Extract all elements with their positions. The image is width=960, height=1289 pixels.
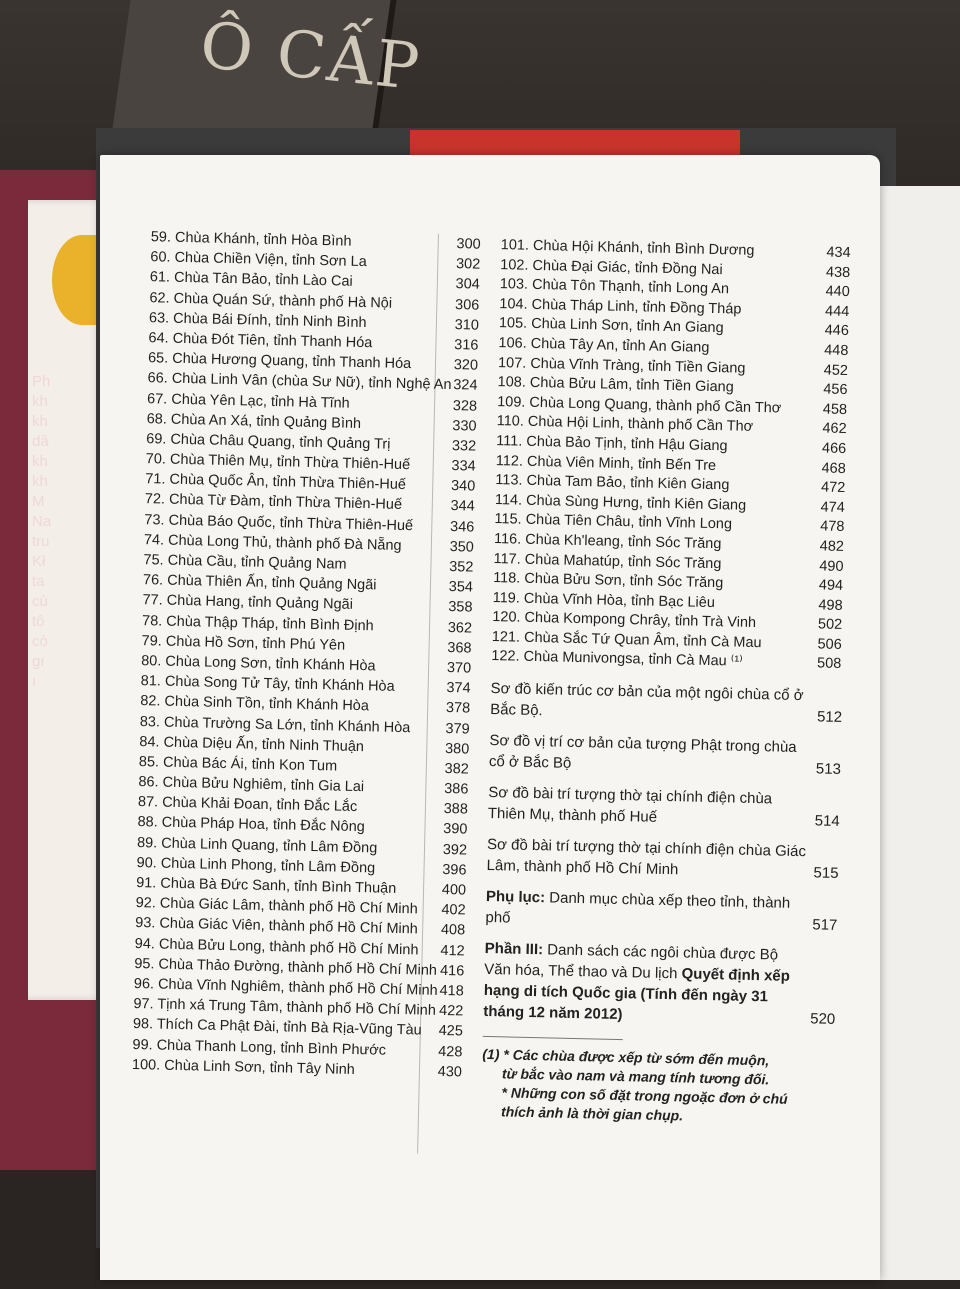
diagram-entry-page: 512: [816, 708, 843, 727]
toc-entry-title: 85. Chùa Bác Ái, tỉnh Kon Tum: [138, 753, 338, 775]
toc-entry-page: 354: [448, 579, 474, 596]
toc-entry-title: 77. Chùa Hang, tỉnh Quảng Ngãi: [142, 592, 354, 614]
toc-entry-page: 374: [446, 680, 471, 697]
toc-entry-title: 101. Chùa Hội Khánh, tỉnh Bình Dương: [500, 237, 755, 259]
toc-entry-page: 452: [823, 362, 849, 379]
footnote-line: từ bắc vào nam và mang tính tương đối.: [501, 1065, 770, 1088]
toc-entry-page: 408: [440, 922, 466, 939]
toc-entry-title: 93. Chùa Giác Viên, thành phố Hồ Chí Minh: [135, 915, 419, 938]
toc-entry-title: 117. Chùa Mahatúp, tỉnh Sóc Trăng: [493, 550, 722, 572]
toc-entry-title: 75. Chùa Cầu, tỉnh Quảng Nam: [143, 552, 347, 573]
toc-entry-title: 100. Chùa Linh Sơn, tỉnh Tây Ninh: [131, 1056, 356, 1078]
diagram-entry-page: 514: [814, 812, 840, 831]
toc-entry-title: 107. Chùa Vĩnh Tràng, tỉnh Tiền Giang: [497, 354, 746, 377]
toc-entry-title: 92. Chùa Giác Lâm, thành phố Hồ Chí Minh: [135, 895, 418, 918]
toc-entry-page: 490: [819, 557, 844, 575]
toc-entry-page: 468: [821, 459, 846, 477]
toc-entry-title: 121. Chùa Sắc Tứ Quan Âm, tỉnh Cà Mau: [491, 628, 762, 652]
toc-entry-title: 86. Chùa Bửu Nghiêm, tỉnh Gia Lai: [138, 774, 365, 796]
toc-entry-title: 59. Chùa Khánh, tỉnh Hòa Bình: [150, 229, 352, 250]
toc-entry-title: 66. Chùa Linh Vân (chùa Sư Nữ), tỉnh Nghệ An: [147, 370, 452, 394]
toc-entry-page: 320: [453, 357, 479, 374]
toc-entry-page: 392: [442, 841, 468, 859]
toc-entry-title: 62. Chùa Quán Sứ, thành phố Hà Nội: [149, 289, 393, 312]
toc-entry-page: 358: [448, 599, 473, 616]
toc-entry-page: 388: [443, 801, 469, 818]
toc-entry-title: 95. Chùa Thảo Đường, thành phố Hồ Chí Minh: [134, 955, 438, 979]
diagram-entry: [488, 782, 849, 832]
part3-page: 520: [810, 1010, 836, 1028]
toc-entry-page: 418: [439, 982, 464, 1000]
toc-entry-title: 91. Chùa Bà Đức Sanh, tỉnh Bình Thuận: [135, 875, 397, 897]
toc-entry-title: 94. Chùa Bửu Long, thành phố Hồ Chí Minh: [134, 935, 419, 958]
toc-entry-page: 310: [454, 316, 480, 334]
toc-right-list: [491, 237, 861, 676]
toc-entry-page: 428: [438, 1043, 463, 1060]
toc-entry-title: 88. Chùa Pháp Hoa, tỉnh Đắc Nông: [137, 814, 365, 836]
red-book-text-fragment: gı: [32, 653, 45, 670]
toc-entry-title: 73. Chùa Báo Quốc, tỉnh Thừa Thiên-Huế: [144, 511, 414, 534]
toc-entry-title: 71. Chùa Quốc Ân, tỉnh Thừa Thiên-Huế: [145, 471, 407, 494]
appendix-text: Danh mục chùa xếp theo tỉnh, thành phố: [485, 889, 791, 927]
toc-entry-title: 97. Tịnh xá Trung Tâm, thành phố Hồ Chí Minh: [133, 996, 437, 1019]
toc-entry-page: 508: [816, 655, 842, 673]
toc-entry-title: 116. Chùa Kh'leang, tỉnh Sóc Trăng: [493, 530, 722, 553]
toc-entry-title: 103. Chùa Tôn Thạnh, tỉnh Long An: [499, 276, 730, 298]
red-book-text-fragment: ta: [32, 573, 45, 590]
diagram-entry-page: 515: [813, 864, 839, 883]
toc-entry-page: 344: [450, 498, 475, 516]
red-book-text-fragment: Kł: [32, 553, 46, 570]
red-book-text-fragment: tô: [32, 613, 45, 630]
toc-entry-page: 316: [454, 337, 479, 354]
red-book-text-fragment: M: [32, 493, 45, 510]
red-book-text-fragment: Ph: [32, 373, 51, 390]
footnote-rule: [483, 1036, 623, 1040]
toc-entry-title: 84. Chùa Diệu Ấn, tỉnh Ninh Thuận: [139, 733, 365, 755]
toc-entry-page: 324: [453, 377, 478, 394]
toc-right-column: [481, 237, 861, 1129]
toc-entry-title: 89. Chùa Linh Quang, tỉnh Lâm Đồng: [136, 834, 378, 857]
toc-entry-title: 74. Chùa Long Thủ, thành phố Đà Nẵng: [143, 531, 402, 554]
toc-entry-title: 96. Chùa Vĩnh Nghiêm, thành phố Hồ Chí Minh: [133, 975, 438, 999]
toc-entry-title: 111. Chùa Bảo Tịnh, tỉnh Hậu Giang: [496, 433, 728, 455]
toc-entry-title: 64. Chùa Đót Tiên, tỉnh Thanh Hóa: [148, 330, 373, 352]
red-book-text-fragment: kh: [32, 453, 48, 470]
toc-entry-page: 368: [447, 639, 472, 657]
diagram-entry: [490, 678, 851, 728]
toc-entry-title: 60. Chùa Chiền Viện, tỉnh Sơn La: [150, 249, 367, 271]
toc-entry-page: 352: [449, 559, 474, 576]
toc-entry-page: 502: [817, 616, 843, 634]
toc-entry-title: 118. Chùa Bửu Sơn, tỉnh Sóc Trăng: [492, 570, 724, 592]
red-book-text-fragment: kh: [32, 413, 48, 430]
red-book-text: [32, 372, 51, 692]
toc-entry-title: 99. Chùa Thanh Long, tỉnh Bình Phước: [132, 1036, 387, 1059]
toc-entry-title: 113. Chùa Tam Bảo, tỉnh Kiên Giang: [495, 472, 730, 494]
toc-entry-page: 304: [455, 276, 480, 294]
toc-entry-title: 106. Chùa Tây An, tỉnh An Giang: [498, 335, 710, 356]
toc-entry-page: 386: [443, 781, 469, 798]
toc-entry-title: 109. Chùa Long Quang, thành phố Cần Thơ: [496, 393, 782, 417]
book-spine-title: Ô CẤP: [196, 8, 425, 106]
toc-entry-page: 440: [825, 283, 850, 301]
red-book-text-fragment: ı: [32, 673, 37, 690]
red-book-text-fragment: kh: [32, 473, 48, 490]
toc-entry-page: 346: [449, 518, 475, 536]
toc-entry-title: 122. Chùa Munivongsa, tỉnh Cà Mau ⁽¹⁾: [491, 648, 743, 671]
toc-left-column: [132, 229, 491, 1084]
appendix-label: Phụ lục:: [485, 888, 546, 907]
toc-entry-title: 102. Chùa Đại Giác, tỉnh Đồng Nai: [500, 256, 723, 278]
toc-entry-title: 80. Chùa Long Sơn, tỉnh Khánh Hòa: [141, 653, 376, 675]
toc-entry-title: 63. Chùa Bái Đính, tỉnh Ninh Bình: [148, 309, 367, 331]
toc-entry-page: 396: [442, 861, 467, 879]
toc-entry-title: 108. Chùa Bửu Lâm, tỉnh Tiền Giang: [497, 374, 734, 396]
diagram-entry-title: Sơ đồ vị trí cơ bản của tượng Phật trong chùa cổ ở Bắc Bộ: [488, 732, 797, 772]
toc-entry-page: 472: [820, 479, 846, 497]
toc-entry-page: 402: [441, 902, 466, 919]
diagram-entry: [486, 834, 847, 884]
toc-content: [87, 146, 892, 1288]
toc-entry-page: 425: [438, 1023, 464, 1040]
red-book-text-fragment: kh: [32, 393, 48, 410]
diagram-entry-title: Sơ đồ kiến trúc cơ bản của một ngôi chùa cổ ở Bắc Bộ.: [489, 680, 804, 720]
toc-entry-title: 78. Chùa Thập Tháp, tỉnh Bình Định: [141, 612, 374, 634]
toc-entry-page: 382: [444, 760, 469, 778]
toc-entry-title: 61. Chùa Tân Bảo, tỉnh Lào Cai: [149, 269, 353, 291]
toc-entry-title: 81. Chùa Song Tử Tây, tỉnh Khánh Hòa: [140, 673, 395, 695]
toc-entry-page: 422: [438, 1003, 464, 1020]
red-book-text-fragment: dầ: [32, 433, 49, 450]
toc-entry-title: 67. Chùa Yên Lạc, tỉnh Hà Tĩnh: [146, 390, 350, 412]
toc-entry-page: 494: [818, 577, 844, 595]
toc-entry-page: 330: [452, 417, 477, 435]
toc-entry-page: 332: [451, 437, 477, 455]
toc-entry-title: 79. Chùa Hồ Sơn, tỉnh Phú Yên: [141, 632, 346, 654]
toc-entry-title: 119. Chùa Vĩnh Hòa, tỉnh Bạc Liêu: [492, 589, 716, 611]
toc-entry-page: 334: [451, 458, 476, 475]
toc-entry-title: 65. Chùa Hương Quang, tỉnh Thanh Hóa: [147, 350, 412, 373]
toc-entry-page: 474: [820, 499, 846, 516]
footnote-line: (1) * Các chùa được xếp từ sớm đến muộn,: [482, 1045, 770, 1069]
diagram-list: [486, 678, 850, 884]
part3-label: Phần III:: [484, 940, 544, 959]
toc-entry-page: 446: [824, 322, 850, 340]
footnote-line: * Những con số đặt trong ngoặc đơn ở chú: [501, 1084, 788, 1107]
toc-entry-page: 506: [817, 636, 842, 653]
diagram-entry-title: Sơ đồ bài trí tượng thờ tại chính điện chùa Thiên Mụ, thành phố Huế: [487, 784, 773, 826]
toc-entry-title: 115. Chùa Tiên Châu, tỉnh Vĩnh Long: [494, 511, 733, 533]
toc-entry-page: 458: [822, 401, 848, 418]
appendix-page: 517: [812, 916, 838, 934]
toc-entry-page: 340: [450, 478, 476, 495]
toc-entry-page: 400: [441, 881, 467, 899]
toc-entry-title: 82. Chùa Sinh Tồn, tỉnh Khánh Hòa: [140, 693, 370, 715]
toc-entry-title: 69. Chùa Châu Quang, tỉnh Quảng Trị: [146, 431, 391, 453]
toc-entry-page: 444: [824, 303, 850, 320]
toc-entry-page: 302: [455, 256, 481, 273]
toc-entry-page: 390: [443, 821, 468, 838]
toc-entry-page: 378: [445, 700, 471, 717]
toc-entry-title: 112. Chùa Viên Minh, tỉnh Bến Tre: [495, 452, 717, 474]
toc-entry-page: 328: [452, 397, 478, 415]
red-book-text-fragment: Na: [32, 513, 52, 530]
toc-entry-page: 379: [445, 720, 470, 738]
toc-entry-page: 438: [825, 264, 851, 281]
toc-entry-title: 90. Chùa Linh Phong, tỉnh Lâm Đồng: [136, 854, 376, 877]
part3-text: Danh sách các ngôi chùa được Bộ Văn hóa, Thể thao và Du lịch: [484, 941, 779, 983]
appendix-entry: [485, 886, 846, 936]
toc-entry-page: 430: [437, 1063, 463, 1081]
toc-entry-title: 83. Chùa Trường Sa Lớn, tỉnh Khánh Hòa: [139, 713, 411, 736]
toc-entry-title: 120. Chùa Kompong Chrây, tỉnh Trà Vinh: [492, 609, 757, 632]
toc-entry-page: 462: [822, 420, 847, 438]
diagram-entry: [489, 730, 850, 780]
toc-entry-title: 70. Chùa Thiên Mụ, tỉnh Thừa Thiên-Huế: [145, 451, 411, 474]
red-book-text-fragment: tru: [32, 533, 50, 550]
toc-entry-page: 370: [446, 659, 472, 677]
diagram-entry-title: Sơ đồ bài trí tượng thờ tại chính điện chùa Giác Lâm, thành phố Hồ Chí Minh: [486, 836, 807, 879]
toc-entry-page: 300: [456, 236, 481, 253]
toc-entry-title: 68. Chùa An Xá, tỉnh Quảng Bình: [146, 410, 362, 432]
toc-entry-title: 110. Chùa Hội Linh, thành phố Cần Thơ: [496, 413, 754, 436]
toc-entry-page: 466: [821, 440, 847, 457]
toc-entry-page: 306: [454, 296, 480, 314]
toc-entry-page: 498: [818, 597, 843, 614]
toc-entry-page: 456: [823, 381, 848, 399]
red-book-text-fragment: cù: [32, 593, 48, 610]
toc-entry-page: 434: [826, 244, 851, 262]
toc-entry-page: 380: [444, 740, 470, 758]
toc-entry-title: 87. Chùa Khải Đoan, tỉnh Đắc Lắc: [137, 794, 358, 816]
toc-entry-title: 98. Thích Ca Phật Đài, tỉnh Bà Rịa-Vũng Tàu: [132, 1016, 422, 1039]
toc-entry-page: 482: [819, 538, 845, 555]
toc-entry-title: 105. Chùa Linh Sơn, tỉnh An Giang: [498, 315, 724, 337]
toc-entry-page: 416: [439, 962, 465, 980]
footnote-line: thích ảnh là thời gian chụp.: [500, 1103, 684, 1124]
toc-entry-page: 478: [820, 518, 845, 536]
toc-entry-page: 362: [447, 619, 473, 637]
part3-bold-text: Quyết định xếp hạng di tích Quốc gia (Tính đến ngày 31 tháng 12 năm 2012): [483, 965, 791, 1024]
toc-entry-title: 104. Chùa Tháp Linh, tỉnh Đồng Tháp: [499, 295, 742, 318]
toc-entry-title: 72. Chùa Từ Đàm, tỉnh Thừa Thiên-Huế: [144, 491, 403, 514]
toc-entry-title: 114. Chùa Sùng Hưng, tỉnh Kiên Giang: [494, 491, 747, 514]
footnote: [481, 1045, 823, 1129]
part3-entry: [483, 938, 845, 1030]
toc-entry-title: 76. Chùa Thiên Ấn, tỉnh Quảng Ngãi: [142, 572, 377, 594]
diagram-entry-page: 513: [815, 760, 842, 779]
toc-entry-page: 448: [824, 342, 849, 360]
toc-page: [100, 155, 880, 1280]
toc-entry-page: 412: [440, 942, 465, 960]
toc-entry-page: 350: [449, 538, 475, 556]
red-book-text-fragment: cò: [32, 633, 48, 650]
